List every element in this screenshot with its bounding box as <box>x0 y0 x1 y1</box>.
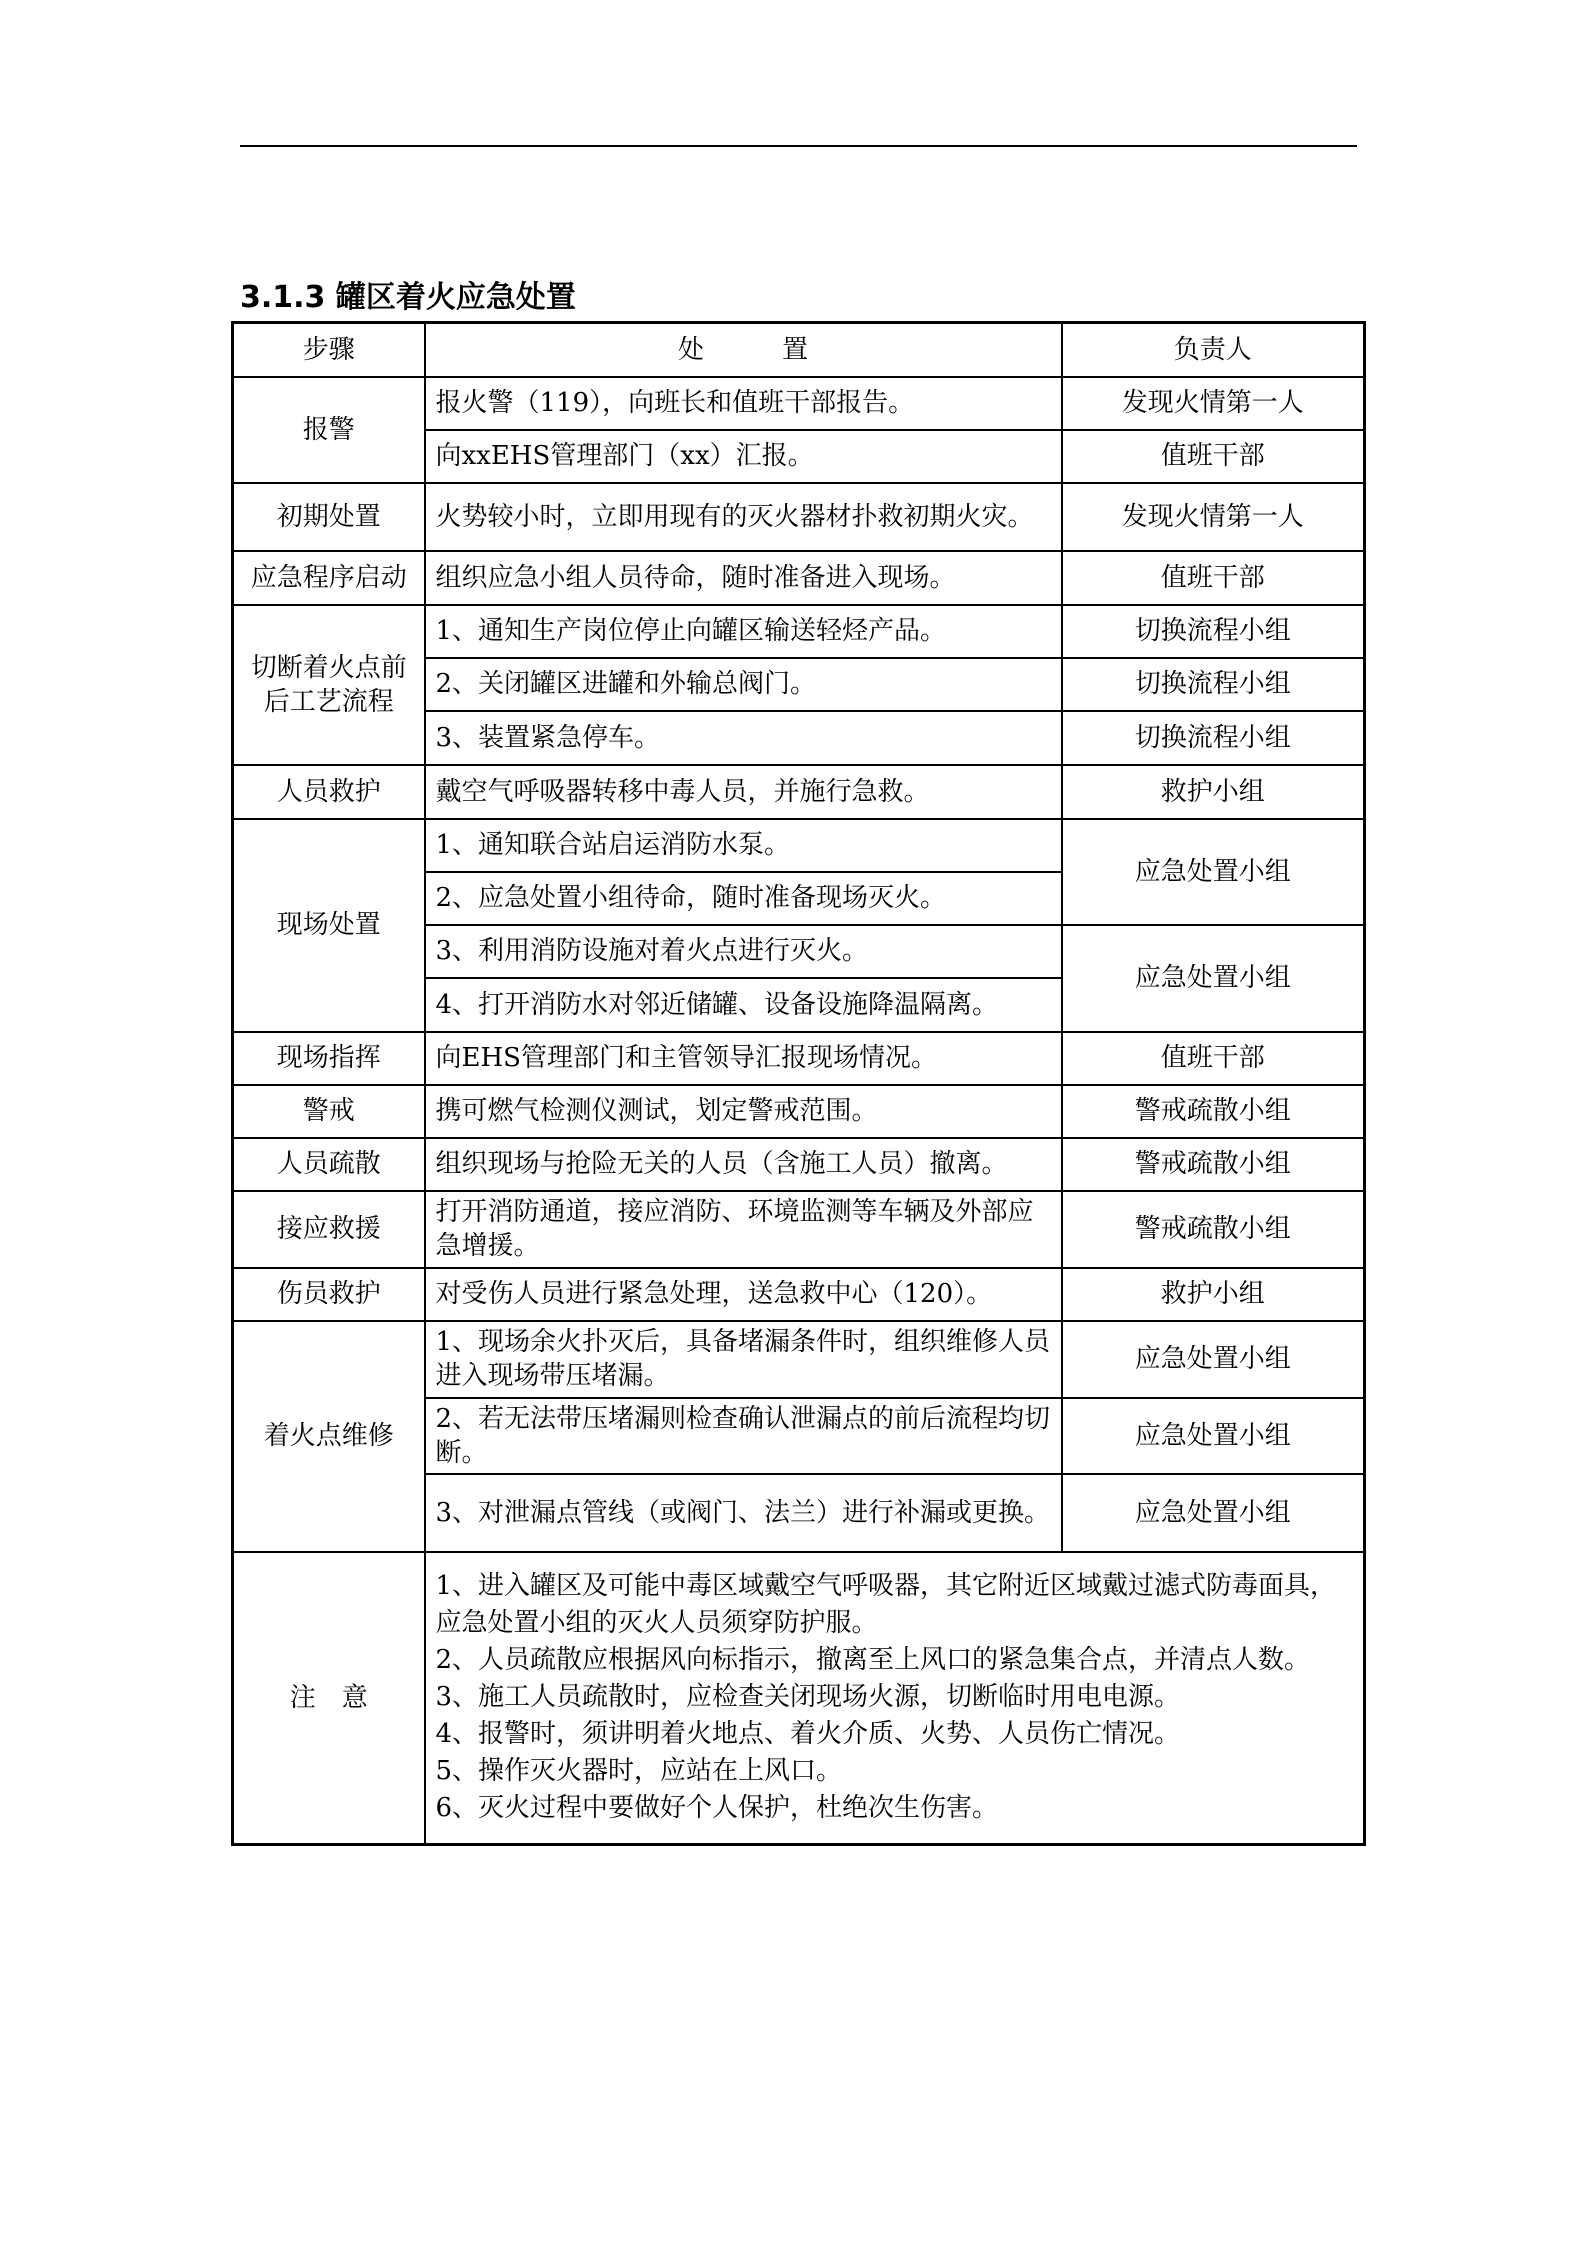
table-row <box>233 551 1365 605</box>
responsible-cell: 切换流程小组 <box>1062 605 1365 658</box>
table-row <box>233 1552 1365 1845</box>
header-action: 处 置 <box>425 323 1062 377</box>
header-rule <box>240 145 1357 147</box>
notes-cell <box>425 1552 1365 1845</box>
responsible-cell: 切换流程小组 <box>1062 711 1365 765</box>
action-cell: 4、打开消防水对邻近储罐、设备设施降温隔离。 <box>425 978 1062 1032</box>
responsible-cell: 应急处置小组 <box>1062 1321 1365 1398</box>
header-step: 步骤 <box>233 323 425 377</box>
table-row <box>233 1321 1365 1398</box>
note-line: 6、灭火过程中要做好个人保护，杜绝次生伤害。 <box>435 1793 999 1824</box>
action-cell: 2、若无法带压堵漏则检查确认泄漏点的前后流程均切断。 <box>425 1398 1062 1474</box>
action-cell: 打开消防通道，接应消防、环境监测等车辆及外部应急增援。 <box>425 1191 1062 1268</box>
step-cell: 现场指挥 <box>233 1032 425 1085</box>
action-cell: 2、应急处置小组待命，随时准备现场灭火。 <box>425 872 1062 925</box>
step-cell: 报警 <box>233 377 425 483</box>
responsible-cell: 应急处置小组 <box>1062 925 1365 1032</box>
step-cell: 应急程序启动 <box>233 551 425 605</box>
note-line: 2、人员疏散应根据风向标指示，撤离至上风口的紧急集合点，并清点人数。 <box>435 1645 1311 1676</box>
action-cell: 报火警（119），向班长和值班干部报告。 <box>425 377 1062 430</box>
action-cell: 火势较小时，立即用现有的灭火器材扑救初期火灾。 <box>425 483 1062 551</box>
action-cell: 2、关闭罐区进罐和外输总阀门。 <box>425 658 1062 711</box>
action-cell: 1、通知生产岗位停止向罐区输送轻烃产品。 <box>425 605 1062 658</box>
action-cell: 3、利用消防设施对着火点进行灭火。 <box>425 925 1062 978</box>
table-row <box>233 1191 1365 1268</box>
table-row <box>233 605 1365 658</box>
action-cell: 1、通知联合站启运消防水泵。 <box>425 819 1062 872</box>
responsible-cell: 警戒疏散小组 <box>1062 1085 1365 1138</box>
note-line: 3、施工人员疏散时，应检查关闭现场火源，切断临时用电电源。 <box>435 1682 1181 1713</box>
responsible-cell: 救护小组 <box>1062 765 1365 819</box>
table-row <box>233 1138 1365 1191</box>
notes-step-cell: 注意 <box>233 1552 425 1845</box>
note-line: 1、进入罐区及可能中毒区域戴空气呼吸器，其它附近区域戴过滤式防毒面具，应急处置小组的灭火人员须穿防护服。 <box>435 1571 1337 1639</box>
action-cell: 携可燃气检测仪测试，划定警戒范围。 <box>425 1085 1062 1138</box>
action-cell: 组织应急小组人员待命，随时准备进入现场。 <box>425 551 1062 605</box>
table-row <box>233 819 1365 872</box>
responsible-cell: 值班干部 <box>1062 1032 1365 1085</box>
table-row <box>233 1032 1365 1085</box>
responsible-cell: 应急处置小组 <box>1062 1398 1365 1474</box>
responsible-cell: 发现火情第一人 <box>1062 377 1365 430</box>
note-line: 4、报警时，须讲明着火地点、着火介质、火势、人员伤亡情况。 <box>435 1719 1181 1750</box>
action-cell: 向EHS管理部门和主管领导汇报现场情况。 <box>425 1032 1062 1085</box>
action-cell: 向xxEHS管理部门（xx）汇报。 <box>425 430 1062 483</box>
table-row <box>233 765 1365 819</box>
table-row <box>233 1085 1365 1138</box>
responsible-cell: 应急处置小组 <box>1062 1474 1365 1552</box>
step-cell: 伤员救护 <box>233 1268 425 1321</box>
action-cell: 戴空气呼吸器转移中毒人员，并施行急救。 <box>425 765 1062 819</box>
responsible-cell: 发现火情第一人 <box>1062 483 1365 551</box>
section-title: 3.1.3 罐区着火应急处置 <box>240 280 576 315</box>
responsible-cell: 警戒疏散小组 <box>1062 1138 1365 1191</box>
responsible-cell: 应急处置小组 <box>1062 819 1365 925</box>
responsible-cell: 救护小组 <box>1062 1268 1365 1321</box>
step-cell: 初期处置 <box>233 483 425 551</box>
table-row <box>233 377 1365 430</box>
table-row <box>233 483 1365 551</box>
responsible-cell: 值班干部 <box>1062 430 1365 483</box>
table-header-row <box>233 323 1365 377</box>
step-cell: 人员救护 <box>233 765 425 819</box>
step-cell: 人员疏散 <box>233 1138 425 1191</box>
notes-list <box>436 1568 1354 1827</box>
action-cell: 组织现场与抢险无关的人员（含施工人员）撤离。 <box>425 1138 1062 1191</box>
step-cell: 警戒 <box>233 1085 425 1138</box>
action-cell: 对受伤人员进行紧急处理，送急救中心（120）。 <box>425 1268 1062 1321</box>
emergency-table <box>231 321 1366 1846</box>
action-cell: 3、对泄漏点管线（或阀门、法兰）进行补漏或更换。 <box>425 1474 1062 1552</box>
responsible-cell: 值班干部 <box>1062 551 1365 605</box>
action-cell: 3、装置紧急停车。 <box>425 711 1062 765</box>
header-responsible: 负责人 <box>1062 323 1365 377</box>
table-row <box>233 1268 1365 1321</box>
action-cell: 1、现场余火扑灭后，具备堵漏条件时，组织维修人员进入现场带压堵漏。 <box>425 1321 1062 1398</box>
step-cell: 着火点维修 <box>233 1321 425 1552</box>
note-line: 5、操作灭火器时，应站在上风口。 <box>435 1756 843 1787</box>
step-cell: 现场处置 <box>233 819 425 1032</box>
responsible-cell: 警戒疏散小组 <box>1062 1191 1365 1268</box>
step-cell: 切断着火点前后工艺流程 <box>233 605 425 765</box>
responsible-cell: 切换流程小组 <box>1062 658 1365 711</box>
step-cell: 接应救援 <box>233 1191 425 1268</box>
